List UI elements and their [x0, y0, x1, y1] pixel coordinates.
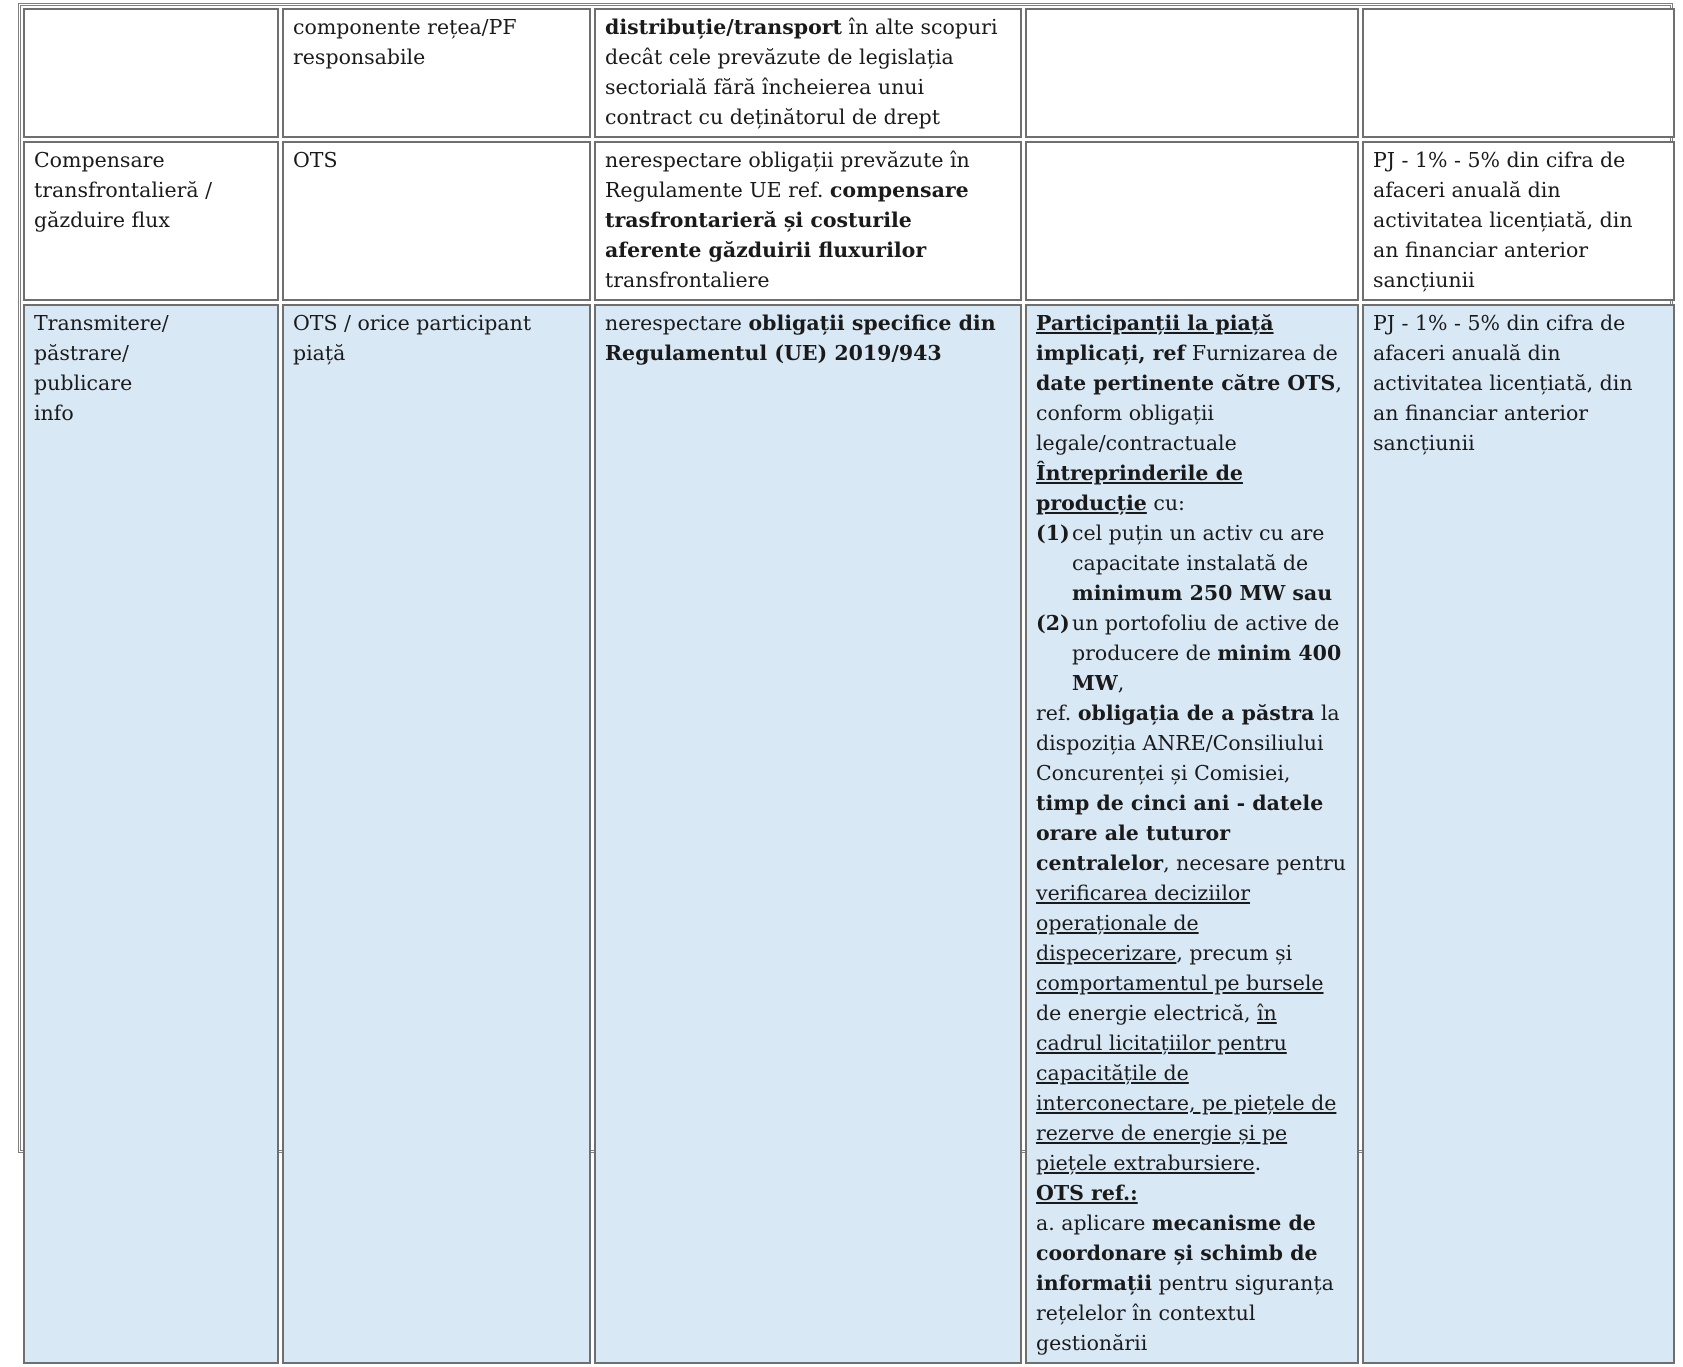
- text: la dispoziția ANRE/Consiliului Concurenței și Comisiei,: [1036, 701, 1340, 785]
- cell-violation: [594, 8, 1022, 138]
- table-row: [23, 8, 1675, 138]
- list-item: [1036, 608, 1348, 698]
- text-line: publicare: [34, 371, 133, 395]
- text: un portofoliu de active de producere de: [1072, 611, 1340, 665]
- cell-subject: OTS: [282, 141, 591, 301]
- text: nerespectare: [605, 311, 749, 335]
- paragraph: [1036, 698, 1348, 1178]
- list-number: (2): [1036, 611, 1070, 635]
- cell-violation: [594, 304, 1022, 1364]
- text: transfrontaliere: [605, 268, 770, 292]
- cell-sanction: [1362, 8, 1675, 138]
- underlined-text: în cadrul licitațiilor pentru capacitățile de interconectare, pe piețele de rezerve de energie și pe piețele extrabursiere: [1036, 1001, 1337, 1175]
- bold-text: obligația de a păstra: [1077, 701, 1315, 725]
- text: , conform obligații legale/contractuale: [1036, 371, 1342, 455]
- paragraph: [1036, 458, 1348, 518]
- cell-details: [1025, 304, 1359, 1364]
- list-item: [1036, 518, 1348, 608]
- text-line: păstrare/: [34, 341, 129, 365]
- cell-sanction: PJ - 1% - 5% din cifra de afaceri anuală din activitatea licențiată, din an financiar anterior sancțiunii: [1362, 141, 1675, 301]
- paragraph: [1036, 1208, 1348, 1358]
- underlined-bold-text: OTS ref.:: [1036, 1181, 1138, 1205]
- paragraph: [1036, 308, 1348, 458]
- text: pentru siguranța rețelelor în contextul gestionării: [1036, 1271, 1334, 1355]
- text: de energie electrică,: [1036, 1001, 1257, 1025]
- text: , necesare pentru: [1163, 851, 1346, 875]
- text-line: Transmitere/: [34, 311, 169, 335]
- cell-details: [1025, 8, 1359, 138]
- text: .: [1254, 1151, 1262, 1175]
- bold-text: obligații specifice din Regulamentul (UE) 2019/943: [605, 311, 996, 365]
- bold-text: distribuție/transport: [605, 15, 843, 39]
- underlined-bold-text: Întreprinderile de producție: [1036, 461, 1243, 515]
- text: , precum și: [1176, 941, 1293, 965]
- cell-sanction: PJ - 1% - 5% din cifra de afaceri anuală din activitatea licențiată, din an financiar anterior sancțiunii: [1362, 304, 1675, 1364]
- text: ref.: [1036, 701, 1078, 725]
- list-number: (1): [1036, 521, 1070, 545]
- text: ,: [1117, 671, 1125, 695]
- cell-activity: [23, 8, 279, 138]
- text: nerespectare obligații prevăzute în Regulamente UE ref.: [605, 148, 970, 202]
- cell-subject: componente rețea/PF responsabile: [282, 8, 591, 138]
- text: cel puțin un activ cu are capacitate instalată de: [1072, 521, 1325, 575]
- cell-activity: [23, 304, 279, 1364]
- bold-text: minim 400 MW: [1072, 641, 1342, 695]
- bold-text: implicați, ref: [1036, 341, 1186, 365]
- cell-subject: OTS / orice participant piață: [282, 304, 591, 1364]
- text: Furnizarea de: [1185, 341, 1338, 365]
- table-row: [23, 304, 1675, 1364]
- text-line: info: [34, 401, 74, 425]
- text: cu:: [1146, 491, 1185, 515]
- underlined-bold-text: Participanții la piață: [1036, 311, 1274, 335]
- paragraph: [1036, 1178, 1348, 1208]
- cell-details: [1025, 141, 1359, 301]
- underlined-text: verificarea deciziilor operaționale de dispecerizare: [1036, 881, 1251, 965]
- bold-text: timp de cinci ani - datele orare ale tuturor centralelor: [1036, 791, 1324, 875]
- cell-violation: [594, 141, 1022, 301]
- text: în alte scopuri decât cele prevăzute de legislația sectorială fără încheierea unui contract cu deținătorul de drept: [605, 15, 998, 129]
- bold-text: compensare trasfrontarieră și costurile aferente găzduirii fluxurilor: [605, 178, 969, 262]
- bold-text: date pertinente către OTS: [1036, 371, 1336, 395]
- table-row: [23, 141, 1675, 301]
- sanctions-table: [20, 5, 1678, 1367]
- bold-text: minimum 250 MW sau: [1072, 581, 1333, 605]
- text: a. aplicare: [1036, 1211, 1152, 1235]
- underlined-text: comportamentul pe bursele: [1036, 971, 1324, 995]
- bold-text: mecanisme de coordonare și schimb de informații: [1036, 1211, 1318, 1295]
- cell-activity: Compensare transfrontalieră / găzduire flux: [23, 141, 279, 301]
